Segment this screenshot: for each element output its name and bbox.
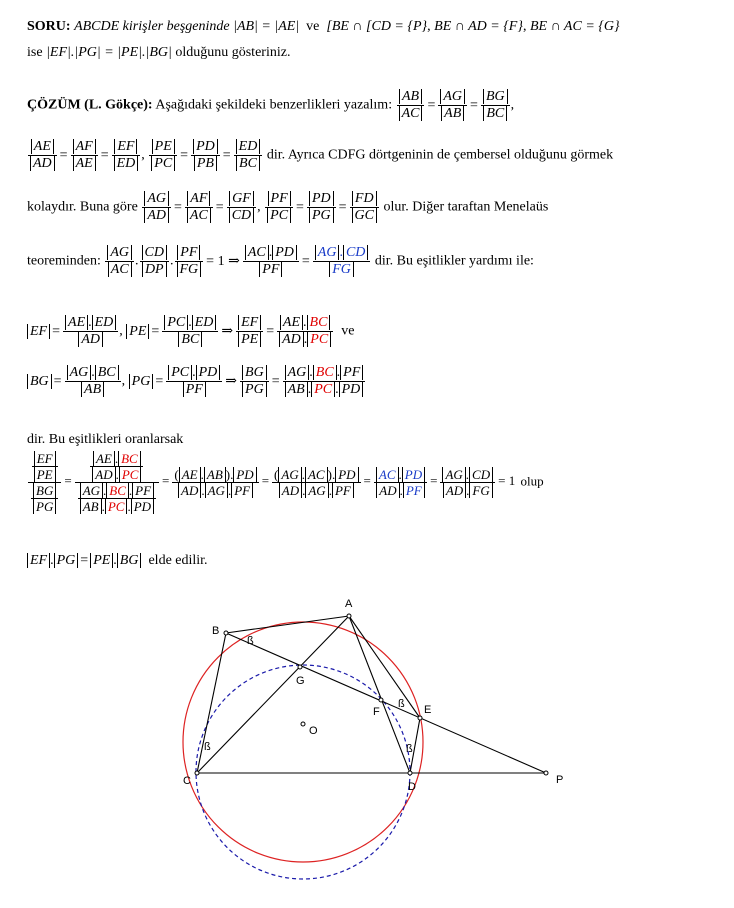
solution-line-6: BG = $\frac{AG . BC}{AB}$ , PG = $\frac{PC . PD}{PF}$ ⇒ $\frac{BG}{PG}$ = $\frac{AG . BC . PF}{AB . PC . PD}$ [27, 366, 366, 397]
solution-line-8: $\frac{\frac{EF}{PE}}{\frac{BG}{PG}}$ = $\frac{\frac{AE . BC}{AD . PC}}{\frac{AG . BC . PF}{AB . PC . PD}}$ = $\frac{( AE . AB ). PD}{AD . AG . PF}$ = $\frac{( AG . AC ). PD}{AD . AG . PF}$ = $\frac{AC . PD}{AD . PF}$ = $\frac{AG . CD}{AD . FG}$ = 1 olup [27, 452, 544, 513]
solution-line-1: ÇÖZÜM (L. Gökçe): Aşağıdaki şekildeki benzerlikleri yazalım: $\frac{AB}{AC}$ = $\frac{AG}{AB}$ = $\frac{BG}{BC}$ , [27, 89, 515, 121]
text-olup: olup [520, 473, 544, 489]
solution-line-4: teoreminden: $\frac{AG}{AC}$ . $\frac{CD}{DP}$ . $\frac{PF}{FG}$ = 1 ⇒ $\frac{AC . PD}{PF}$ = $\frac{AG . CD}{FG}$ dir. Bu eşitlikler yardımı ile: [27, 245, 534, 277]
point-f-label: F [373, 706, 380, 718]
point-b-label: B [212, 625, 220, 637]
question-and: ve [306, 19, 320, 34]
solution-intro: Aşağıdaki şekildeki benzerlikleri yazalım: [155, 97, 393, 113]
text-elde: elde edilir. [148, 553, 208, 568]
solution-line-3: kolaydır. Buna göre $\frac{AG}{AD}$ = $\frac{AF}{AC}$ = $\frac{GF}{CD}$ , $\frac{PF}{PC}$ = $\frac{PD}{PG}$ = $\frac{FD}{GC}$ olur. Diğer taraftan Menelaüs [27, 191, 549, 223]
angle-mark-d: ß [406, 743, 413, 755]
text-yardim: dir. Bu eşitlikler yardımı ile: [374, 253, 534, 269]
solution-line-5: EF = $\frac{AE . ED}{AD}$ , PE = $\frac{PC . ED}{BC}$ ⇒ $\frac{EF}{PE}$ = $\frac{AE . BC}{AD . PC}$ ve [27, 316, 354, 347]
question-show: olduğunu gösteriniz. [175, 45, 291, 60]
point-o-label: O [309, 725, 318, 737]
point-a-label: A [345, 598, 353, 610]
condition-equal-sides: |AB| = |AE| [233, 19, 300, 34]
point-d-label: D [408, 781, 416, 793]
point-p-label: P [556, 774, 564, 786]
solution-line-2: $\frac{AE}{AD}$ = $\frac{AF}{AE}$ = $\frac{EF}{ED}$ , $\frac{PE}{PC}$ = $\frac{PD}{PB}$ = $\frac{ED}{BC}$ dir. Ayrıca CDFG dörtgeninin de çembersel olduğunu görmek [27, 140, 613, 171]
question-text-1: ABCDE kirişler beşgeninde [74, 19, 230, 34]
condition-point-f: BE ∩ AD = {F} [434, 19, 523, 34]
point-e-label: E [424, 704, 432, 716]
question-label: SORU: [27, 19, 71, 34]
condition-point-g: BE ∩ AC = {G} [529, 19, 620, 34]
point-g-label: G [296, 675, 305, 687]
condition-point-p: [BE ∩ [CD = {P} [326, 19, 428, 34]
angle-mark-c: ß [204, 741, 211, 753]
goal-equation: |EF|.|PG| = |PE|.|BG| [46, 45, 172, 60]
text-cyclic: dir. Ayrıca CDFG dörtgeninin de çembersel olduğunu görmek [266, 147, 614, 163]
angle-mark-f: ß [398, 698, 405, 710]
question-line-1: SORU: ABCDE kirişler beşgeninde |AB| = |AE| ve [BE ∩ [CD = {P}, BE ∩ AD = {F}, BE ∩ AC = {G} [27, 19, 620, 34]
text-olur: olur. Diğer taraftan Menelaüs [383, 199, 549, 215]
solution-line-9: EF . PG = PE . BG elde edilir. [27, 554, 208, 568]
question-if: ise [27, 45, 43, 60]
point-c-label: C [183, 775, 191, 787]
solution-label: ÇÖZÜM (L. Gökçe): [27, 97, 153, 113]
text-kolay: kolaydır. Buna göre [27, 199, 138, 215]
text-teorem: teoreminden: [27, 253, 101, 269]
angle-mark-b: ß [247, 635, 254, 647]
circumcircle [183, 622, 423, 862]
cyclic-circle-cdfg [196, 665, 410, 879]
text-oranlarsak: dir. Bu eşitlikleri oranlarsak [27, 432, 184, 447]
text-ve: ve [341, 323, 355, 339]
